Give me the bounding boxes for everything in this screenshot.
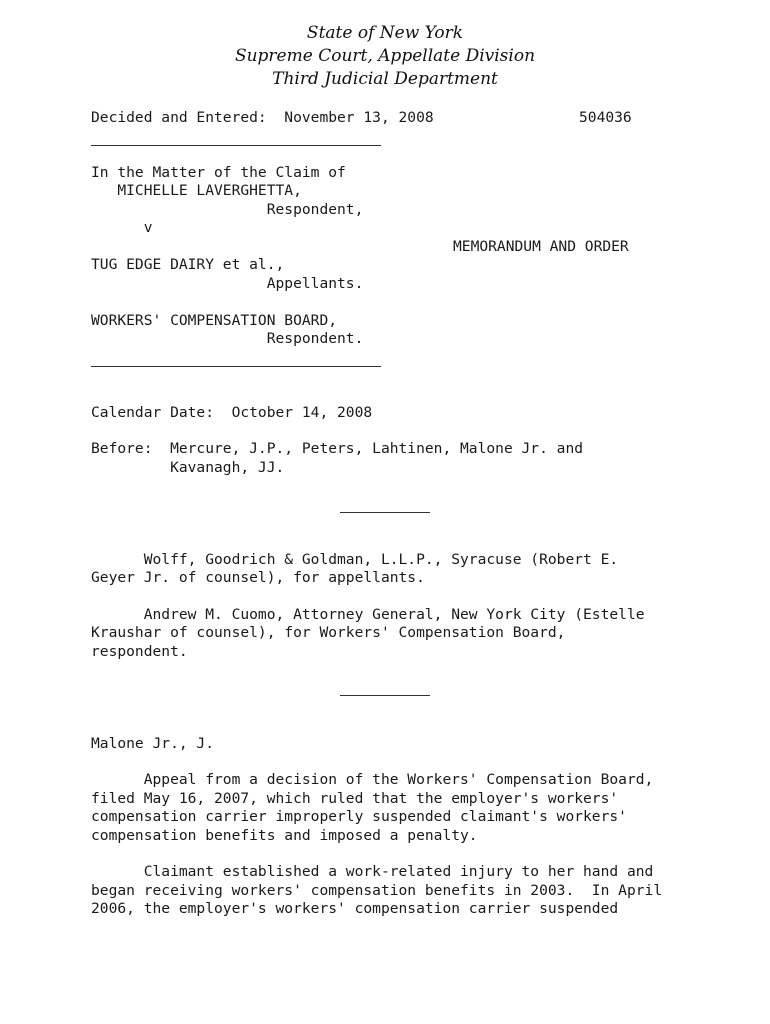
calendar-date: Calendar Date: October 14, 2008 [91,404,373,421]
panel-line-1: Before: Mercure, J.P., Peters, Lahtinen, Malone Jr. and [91,440,584,457]
court-department: Third Judicial Department [272,69,498,89]
panel-line-2: Kavanagh, JJ. [91,459,285,476]
caption-claimant: MICHELLE LAVERGHETTA, [91,182,302,199]
body-paragraph-line: compensation carrier improperly suspended claimant's workers' [91,808,627,825]
caption-top-rule [91,145,381,146]
court-state: State of New York [306,23,464,43]
counsel-board-line-2: Kraushar of counsel), for Workers' Compensation Board, [91,624,566,641]
caption-board-role: Respondent. [91,330,364,347]
caption-appellant-role: Appellants. [91,275,364,292]
section-divider-2 [340,695,430,696]
docket-number: 504036 [579,109,632,126]
caption-claimant-role: Respondent, [91,201,364,218]
document-type: MEMORANDUM AND ORDER [453,238,629,255]
section-divider-1 [340,512,430,513]
court-name: Supreme Court, Appellate Division [234,46,536,66]
caption-versus: v [91,219,153,236]
caption-matter-line: In the Matter of the Claim of [91,164,346,181]
body-paragraph-line: 2006, the employer's workers' compensation carrier suspended [91,900,619,917]
opinion-author: Malone Jr., J. [91,735,215,752]
counsel-appellants-line-1: Wolff, Goodrich & Goldman, L.L.P., Syracuse (Robert E. [91,551,619,568]
counsel-board-line-1: Andrew M. Cuomo, Attorney General, New York City (Estelle [91,606,645,623]
caption-board: WORKERS' COMPENSATION BOARD, [91,312,338,329]
body-paragraph-line: Appeal from a decision of the Workers' Compensation Board, [91,771,654,788]
body-paragraph-line: Claimant established a work-related injury to her hand and [91,863,654,880]
decided-entered-date: Decided and Entered: November 13, 2008 [91,109,434,126]
counsel-board-line-3: respondent. [91,643,188,660]
caption-bottom-rule [91,366,381,367]
body-paragraph-line: began receiving workers' compensation benefits in 2003. In April [91,882,663,899]
body-paragraph-line: compensation benefits and imposed a penalty. [91,827,478,844]
caption-appellant: TUG EDGE DAIRY et al., [91,256,285,273]
counsel-appellants-line-2: Geyer Jr. of counsel), for appellants. [91,569,425,586]
body-paragraph-line: filed May 16, 2007, which ruled that the employer's workers' [91,790,619,807]
